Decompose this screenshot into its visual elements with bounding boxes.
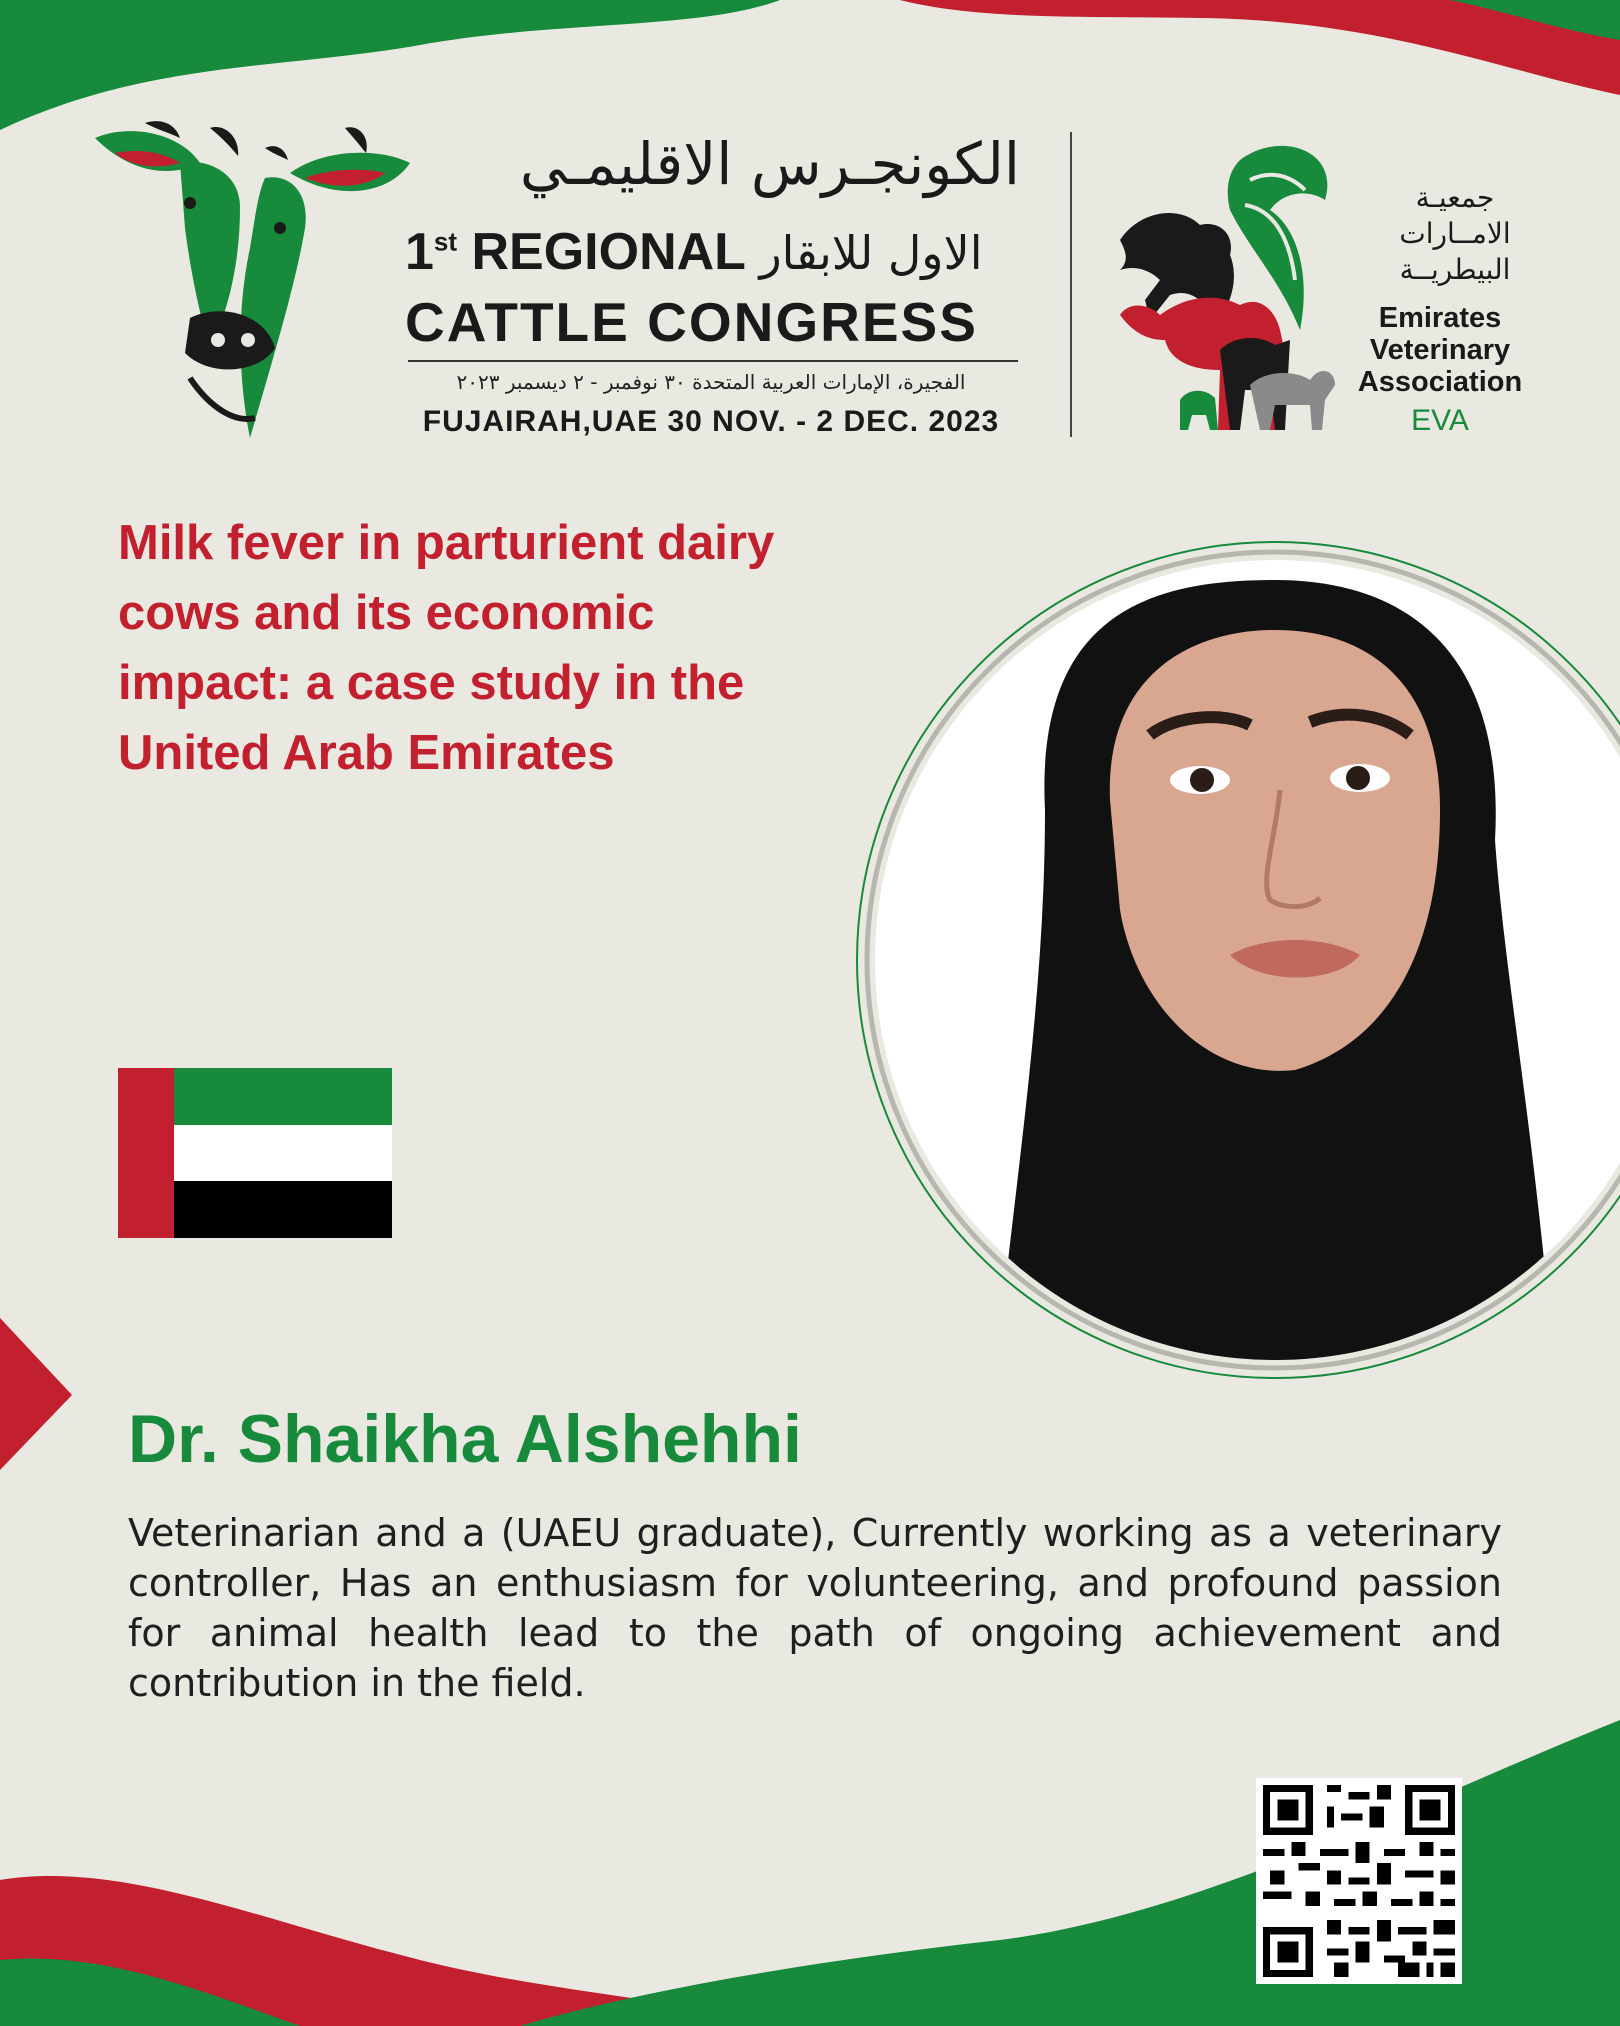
association-ar-line-2: الامــارات	[1399, 217, 1511, 250]
speaker-photo	[855, 480, 1620, 1440]
header-separator	[1070, 132, 1072, 437]
header-divider	[408, 360, 1018, 362]
congress-regional-label: REGIONAL	[471, 223, 746, 281]
association-ar-line-1: جمعيـة	[1415, 181, 1495, 214]
association-abbreviation: EVA	[1411, 404, 1469, 437]
congress-ordinal: 1	[405, 223, 434, 281]
speaker-name: Dr. Shaikha Alshehhi	[128, 1401, 802, 1477]
qr-code[interactable]	[1256, 1778, 1462, 1984]
eva-logo	[1110, 130, 1340, 440]
association-en-line-3: Association	[1357, 366, 1523, 398]
congress-title-arabic: الكونجـرس الاقليمـي	[519, 130, 1020, 198]
congress-name: CATTLE CONGRESS	[405, 291, 978, 353]
congress-ordinal-suffix: st	[433, 226, 458, 257]
association-en-line-2: Veterinary	[1369, 334, 1511, 366]
association-name-arabic	[1370, 180, 1540, 288]
association-name	[1335, 302, 1545, 398]
cattle-congress-logo	[90, 118, 430, 448]
uae-flag-icon	[118, 1068, 392, 1238]
speaker-bio: Veterinarian and a (UAEU graduate), Currently working as a veterinary controller, Has an enthusiasm for volunteering, and profound passion for animal health lead to the path of ongoing achievement and contribution in the field.	[128, 1511, 1502, 1705]
congress-title-regional	[405, 222, 1020, 282]
congress-title-arabic-2: الاول للابقار	[759, 226, 983, 280]
talk-title: Milk fever in parturient dairy cows and its economic impact: a case study in the United Arab Emirates	[118, 516, 775, 780]
association-ar-line-3: البيطريــة	[1399, 253, 1511, 286]
event-date-arabic: الفجيرة، الإمارات العربية المتحدة ٣٠ نوفمبر - ٢ ديسمبر ٢٠٢٣	[456, 370, 966, 394]
association-en-line-1: Emirates	[1378, 302, 1502, 334]
event-date: FUJAIRAH,UAE 30 NOV. - 2 DEC. 2023	[422, 405, 1000, 438]
